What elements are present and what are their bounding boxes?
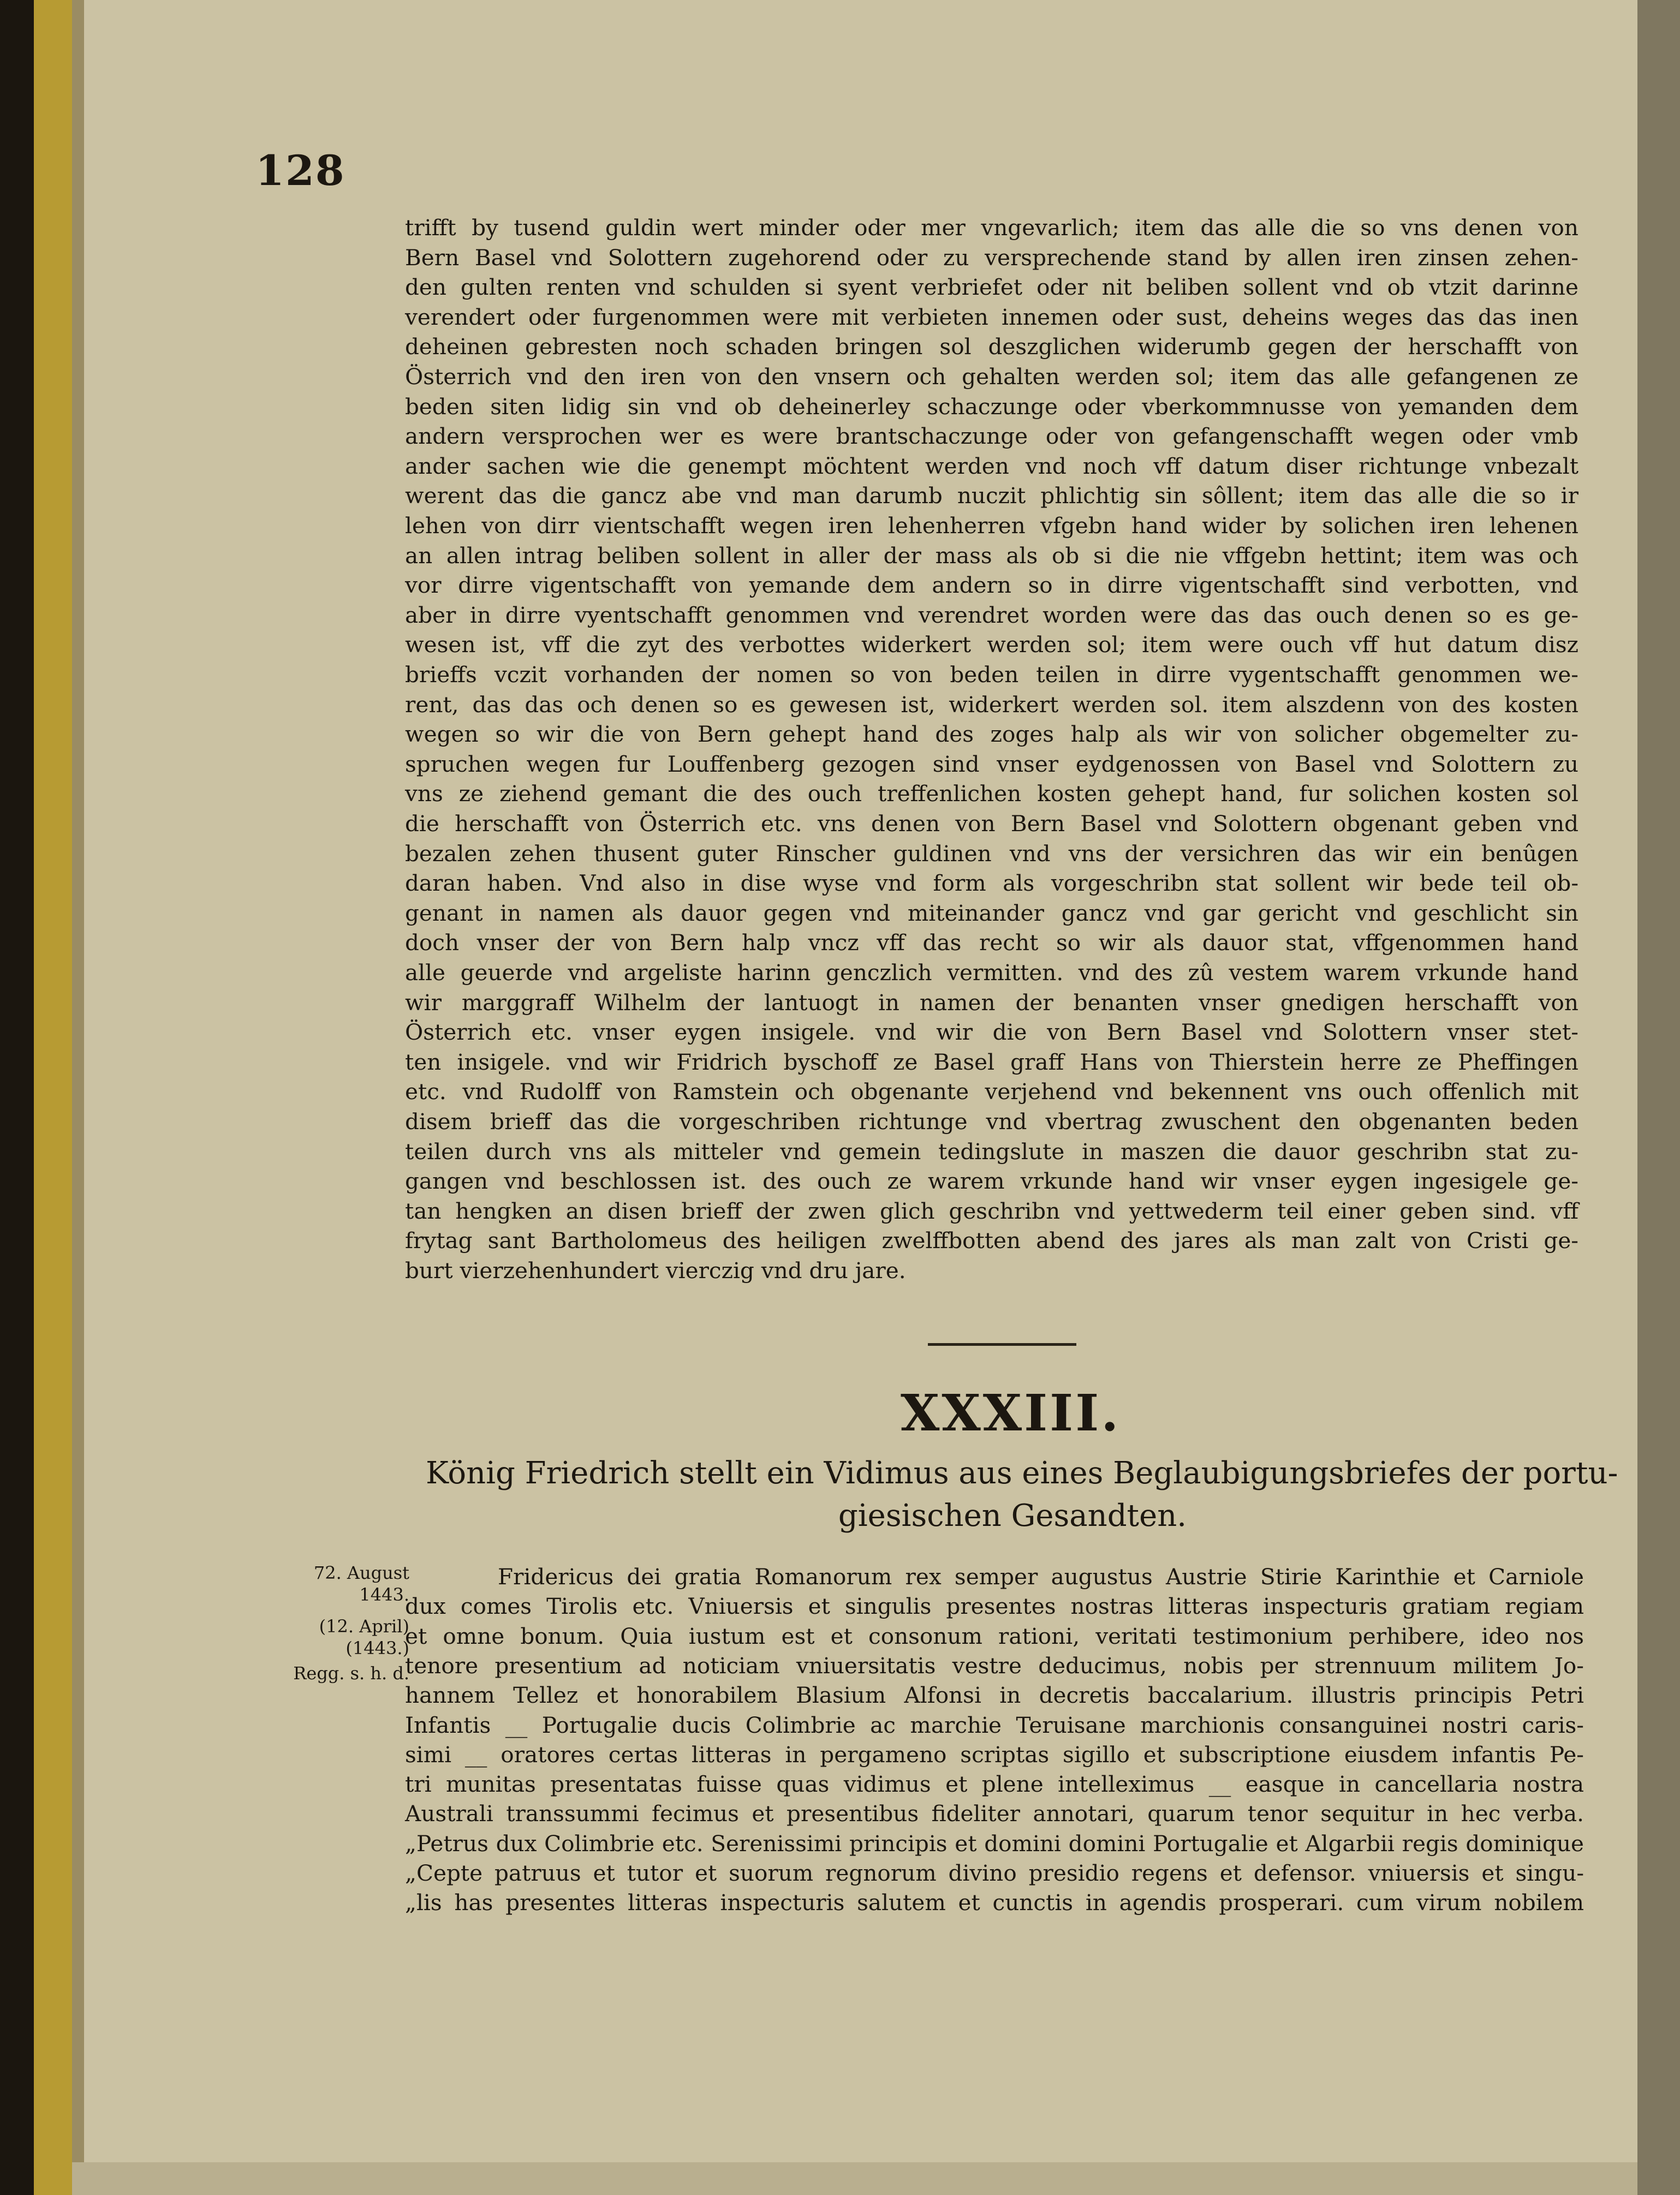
margin-note: 72. August (313, 1562, 409, 1583)
body-text-line: doch vnser der von Bern halp vncz vff das recht so wir als dauor stat, vffgenommen hand (405, 929, 1578, 956)
body-text-line: spruchen wegen fur Louffenberg gezogen sind vnser eydgenossen von Basel vnd Solottern zu (405, 750, 1578, 777)
margin-note: Regg. s. h. d. (293, 1663, 409, 1684)
document-text-line: et omne bonum. Quia iustum est et consonum rationi, veritati testimonium perhibere, ideo nos (405, 1623, 1584, 1649)
body-text-line: frytag sant Bartholomeus des heiligen zwelffbotten abend des jares als man zalt von Cristi ge- (405, 1227, 1578, 1254)
body-text-line: den gulten renten vnd schulden si syent verbriefet oder nit beliben sollent vnd ob vtzit darinne (405, 274, 1578, 301)
body-text-line: an allen intrag beliben sollent in aller der mass als ob si die nie vffgebn hettint; item was och (405, 542, 1578, 569)
body-text-line: disem brieff das die vorgeschriben richtunge vnd vbertrag zwuschent den obgenanten beden (405, 1108, 1578, 1135)
body-text-line: deheinen gebresten noch schaden bringen sol deszglichen widerumb gegen der herschafft von (405, 333, 1578, 360)
document-text-line: Australi transsummi fecimus et presentibus fideliter annotari, quarum tenor sequitur in hec verba. (405, 1800, 1584, 1827)
body-text-line: werent das die gancz abe vnd man darumb nuczit phlichtig sin sôllent; item das alle die so ir (405, 482, 1578, 509)
page-edge-stain (34, 0, 72, 2195)
gutter-shadow (72, 0, 84, 2195)
document-text-line: simi __ oratores certas litteras in pergameno scriptas sigillo et subscriptione eiusdem infantis Pe- (405, 1741, 1584, 1768)
document-text-line: „Cepte patruus et tutor et suorum regnorum divino presidio regens et defensor. vniuersis et singu- (405, 1860, 1584, 1886)
body-text-line: alle geuerde vnd argeliste harinn genczlich vermitten. vnd des zû vestem warem vrkunde hand (405, 959, 1578, 986)
body-text-line: wesen ist, vff die zyt des verbottes widerkert werden sol; item were ouch vff hut datum disz (405, 631, 1578, 658)
margin-note: 1443. (359, 1584, 409, 1605)
body-text-line: bezalen zehen thusent guter Rinscher guldinen vnd vns der versichren das wir ein benûgen (405, 840, 1578, 867)
body-text-line: gangen vnd beschlossen ist. des ouch ze warem vrkunde hand wir vnser eygen ingesigele ge- (405, 1168, 1578, 1195)
section-number: XXXIII. (901, 1383, 1121, 1442)
body-text-line: lehen von dirr vientschafft wegen iren lehenherren vfgebn hand wider by solichen iren lehenen (405, 512, 1578, 539)
body-text-line: etc. vnd Rudolff von Ramstein och obgenante verjehend vnd bekennent vns ouch offenlich mit (405, 1078, 1578, 1105)
body-text-line: vor dirre vigentschafft von yemande dem andern so in dirre vigentschafft sind verbotten, vnd (405, 572, 1578, 599)
document-text-line: „lis has presentes litteras inspecturis salutem et cunctis in agendis prosperari. cum virum nobilem (405, 1889, 1584, 1916)
document-text-line: dux comes Tirolis etc. Vniuersis et singulis presentes nostras litteras inspecturis gratiam regiam (405, 1593, 1584, 1620)
document-text-line: Fridericus dei gratia Romanorum rex semper augustus Austrie Stirie Karinthie et Carniole (498, 1564, 1584, 1590)
body-text-line: andern versprochen wer es were brantschaczunge oder von gefangenschafft wegen oder vmb (405, 423, 1578, 450)
body-text-line: daran haben. Vnd also in dise wyse vnd form als vorgeschribn stat sollent wir bede teil ob- (405, 870, 1578, 897)
body-text-line: aber in dirre vyentschafft genommen vnd verendret worden were das das ouch denen so es ge- (405, 601, 1578, 628)
body-text-line: genant in namen als dauor gegen vnd miteinander gancz vnd gar gericht vnd geschlicht sin (405, 899, 1578, 926)
document-text-line: Infantis __ Portugalie ducis Colimbrie ac marchie Teruisane marchionis consanguinei nostri caris- (405, 1711, 1584, 1738)
body-text-line: teilen durch vns als mitteler vnd gemein tedingslute in maszen die dauor geschribn stat zu- (405, 1138, 1578, 1165)
document-text-line: „Petrus dux Colimbrie etc. Serenissimi principis et domini domini Portugalie et Algarbii regis dominique (405, 1830, 1584, 1857)
section-title-line-1: König Friedrich stellt ein Vidimus aus eines Beglaubigungsbriefes der portu- (426, 1456, 1618, 1491)
body-text-line: Bern Basel vnd Solottern zugehorend oder zu versprechende stand by allen iren zinsen zehen- (405, 244, 1578, 271)
body-text-line: tan hengken an disen brieff der zwen glich geschribn vnd yettwederm teil einer geben sind. vff (405, 1197, 1578, 1224)
margin-note: (12. April) (319, 1616, 409, 1637)
body-text-line: ten insigele. vnd wir Fridrich byschoff ze Basel graff Hans von Thierstein herre ze Pheffingen (405, 1048, 1578, 1075)
binding-gutter (0, 0, 34, 2195)
body-text-line: verendert oder furgenommen were mit verbieten innemen oder sust, deheins weges das das inen (405, 303, 1578, 330)
document-text-line: tenore presentium ad noticiam vniuersitatis vestre deducimus, nobis per strennuum militem Jo- (405, 1652, 1584, 1679)
bottom-page-edge (72, 2162, 1637, 2195)
body-text-line: vns ze ziehend gemant die des ouch treffenlichen kosten gehept hand, fur solichen kosten sol (405, 780, 1578, 807)
margin-note: (1443.) (345, 1638, 409, 1659)
section-divider (928, 1343, 1076, 1346)
right-page-edge (1637, 0, 1680, 2195)
body-text-line: Österrich vnd den iren von den vnsern och gehalten werden sol; item das alle gefangenen ze (405, 363, 1578, 390)
section-title-line-2: giesischen Gesandten. (838, 1498, 1187, 1534)
body-text-line: rent, das das och denen so es gewesen ist, widerkert werden sol. item alszdenn von des kosten (405, 691, 1578, 718)
body-text-line: beden siten lidig sin vnd ob deheinerley schaczunge oder vberkommnusse von yemanden dem (405, 393, 1578, 420)
body-text-line: trifft by tusend guldin wert minder oder mer vngevarlich; item das alle die so vns denen von (405, 214, 1578, 241)
body-text-line: wegen so wir die von Bern gehept hand des zoges halp als wir von solicher obgemelter zu- (405, 721, 1578, 748)
body-text-line: ander sachen wie die genempt möchtent werden vnd noch vff datum diser richtunge vnbezalt (405, 452, 1578, 479)
body-text-line: Österrich etc. vnser eygen insigele. vnd wir die von Bern Basel vnd Solottern vnser stet- (405, 1019, 1578, 1046)
page-number: 128 (255, 146, 345, 195)
body-text-line: die herschafft von Österrich etc. vns denen von Bern Basel vnd Solottern obgenant geben vnd (405, 810, 1578, 837)
body-text-line: brieffs vczit vorhanden der nomen so von beden teilen in dirre vygentschafft genommen we- (405, 661, 1578, 688)
document-text-line: hannem Tellez et honorabilem Blasium Alfonsi in decretis baccalarium. illustris principis Petri (405, 1682, 1584, 1709)
body-text-line: wir marggraff Wilhelm der lantuogt in namen der benanten vnser gnedigen herschafft von (405, 989, 1578, 1016)
document-text-line: tri munitas presentatas fuisse quas vidimus et plene intelleximus __ easque in cancellaria nostra (405, 1771, 1584, 1798)
body-text-line: burt vierzehenhundert vierczig vnd dru jare. (405, 1257, 906, 1284)
